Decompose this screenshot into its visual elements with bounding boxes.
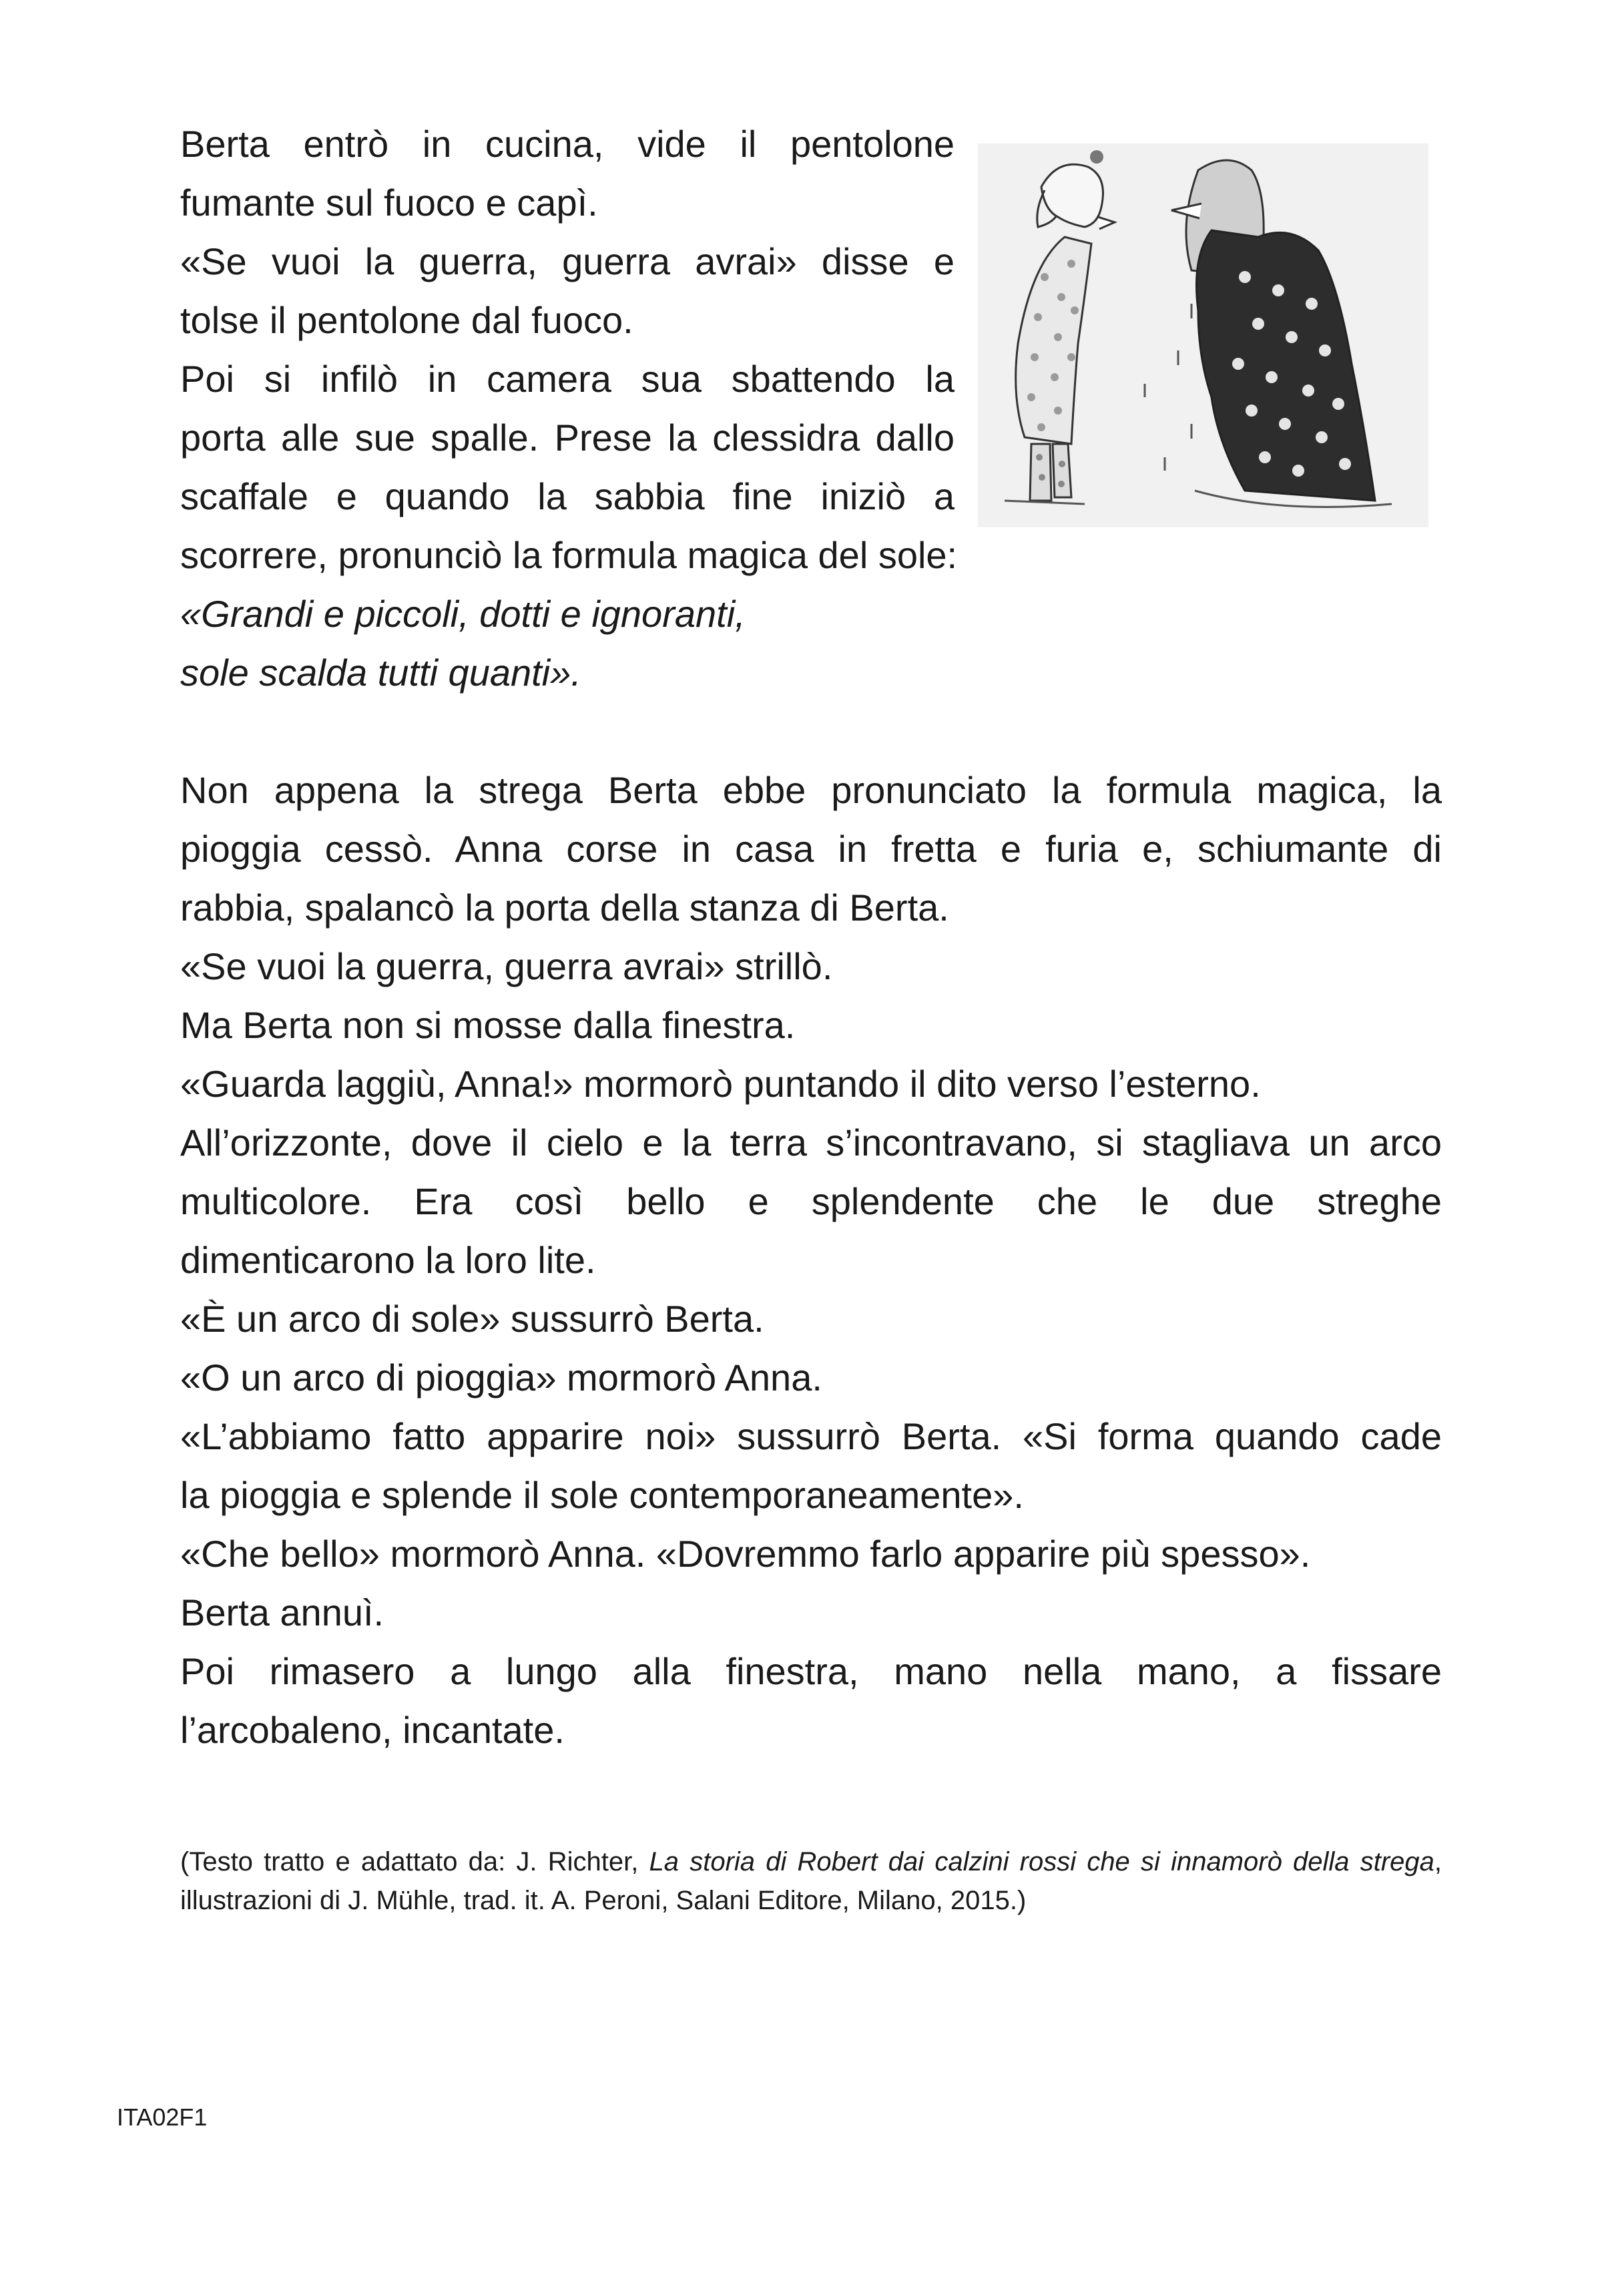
paragraph-line: fumante sul fuoco e capì. <box>180 182 598 224</box>
magic-formula-line: «Grandi e piccoli, dotti e ignoranti, <box>180 593 746 635</box>
paragraph-line: scaffale e quando la sabbia fine iniziò a <box>180 475 955 517</box>
witches-illustration <box>978 144 1428 527</box>
paragraph-line: «Che bello» mormorò Anna. «Dovremmo farlo apparire più spesso». <box>180 1533 1311 1575</box>
book-title: La storia di Robert dai calzini rossi che si innamorò della strega <box>649 1847 1434 1876</box>
paragraph-line: pioggia cessò. Anna corse in casa in fretta e furia e, schiumante di <box>180 828 1442 870</box>
paragraph-line: «O un arco di pioggia» mormorò Anna. <box>180 1356 822 1399</box>
paragraph-line: «È un arco di sole» sussurrò Berta. <box>180 1298 764 1340</box>
paragraph-line: Berta annuì. <box>180 1591 384 1633</box>
paragraph-line: «Guarda laggiù, Anna!» mormorò puntando il dito verso l’esterno. <box>180 1063 1261 1105</box>
paragraph-line: la pioggia e splende il sole contemporaneamente». <box>180 1474 1024 1516</box>
citation-suffix: , <box>1434 1847 1442 1876</box>
paragraph-line: Poi rimasero a lungo alla finestra, mano nella mano, a fissare <box>180 1650 1442 1692</box>
paragraph-line: Ma Berta non si mosse dalla finestra. <box>180 1004 796 1046</box>
citation-prefix: (Testo tratto e adattato da: J. Richter, <box>180 1847 649 1876</box>
paragraph-line: Poi si infilò in camera sua sbattendo la <box>180 358 955 400</box>
paragraph-line: l’arcobaleno, incantate. <box>180 1709 565 1751</box>
paragraph-line: dimenticarono la loro lite. <box>180 1239 596 1281</box>
paragraph-line: «L’abbiamo fatto apparire noi» sussurrò Berta. «Si forma quando cade <box>180 1415 1442 1457</box>
paragraph-line: All’orizzonte, dove il cielo e la terra s’incontravano, si stagliava un arco <box>180 1121 1442 1164</box>
paragraph-line: rabbia, spalancò la porta della stanza di Berta. <box>180 887 949 929</box>
source-citation-line <box>180 1842 1442 1881</box>
paragraph-line: «Se vuoi la guerra, guerra avrai» disse e <box>180 240 955 282</box>
paragraph-line: scorrere, pronunciò la formula magica del sole: <box>180 534 958 576</box>
paragraph-line: tolse il pentolone dal fuoco. <box>180 299 633 341</box>
paragraph-line: Berta entrò in cucina, vide il pentolone <box>180 123 955 165</box>
paragraph-line: Non appena la strega Berta ebbe pronunciato la formula magica, la <box>180 769 1442 811</box>
page-code: ITA02F1 <box>117 2103 208 2131</box>
magic-formula-line: sole scalda tutti quanti». <box>180 652 581 694</box>
paragraph-line: porta alle sue spalle. Prese la clessidra dallo <box>180 417 955 459</box>
paragraph-line: multicolore. Era così bello e splendente che le due streghe <box>180 1180 1442 1222</box>
source-citation-line: illustrazioni di J. Mühle, trad. it. A. Peroni, Salani Editore, Milano, 2015.) <box>180 1886 1027 1915</box>
paragraph-line: «Se vuoi la guerra, guerra avrai» strillò. <box>180 945 833 987</box>
